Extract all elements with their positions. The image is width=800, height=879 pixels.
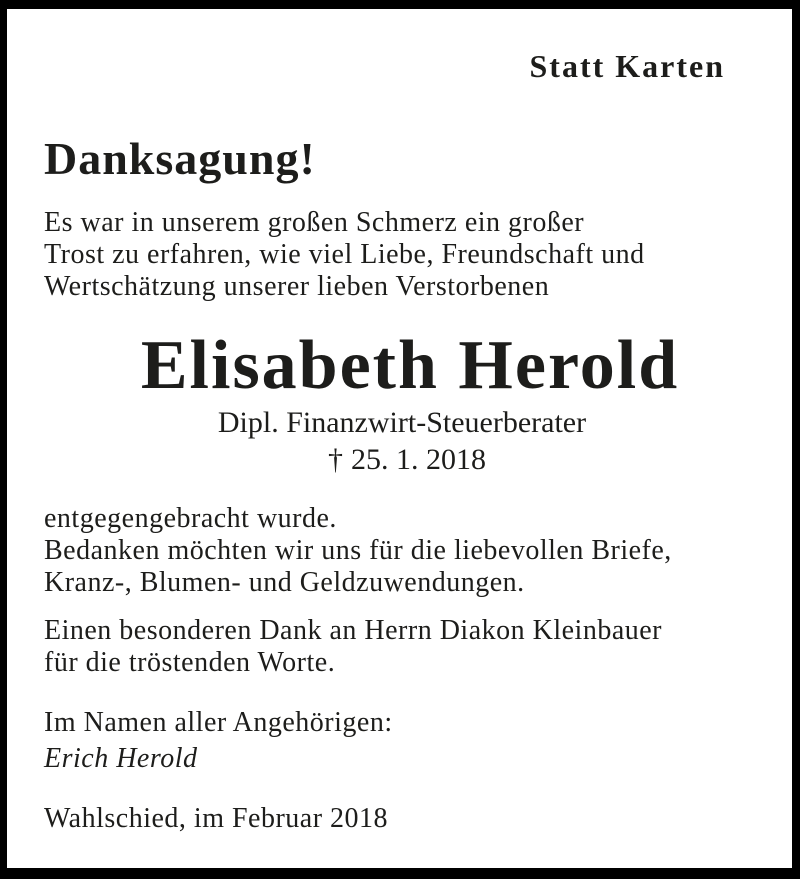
- acknowledgement-line: Bedanken möchten wir uns für die liebevollen Briefe,: [44, 535, 672, 566]
- notice-title: Danksagung!: [44, 133, 316, 184]
- deceased-name: Elisabeth Herold: [140, 327, 680, 404]
- death-date: [14, 445, 800, 475]
- death-date-text: 25. 1. 2018: [351, 443, 486, 476]
- special-thanks-line: für die tröstenden Worte.: [44, 647, 336, 678]
- acknowledgement-line: Kranz-, Blumen- und Geldzuwendungen.: [44, 567, 525, 598]
- in-name-of-line: Im Namen aller Angehörigen:: [44, 707, 393, 738]
- intro-line: Trost zu erfahren, wie viel Liebe, Freundschaft und: [44, 239, 645, 270]
- place-date-line: Wahlschied, im Februar 2018: [44, 803, 389, 834]
- acknowledgement-text: [44, 503, 672, 599]
- special-thanks-text: [44, 615, 662, 679]
- signature-name: Erich Herold: [44, 743, 198, 774]
- intro-text: [44, 207, 645, 303]
- intro-line: Es war in unserem großen Schmerz ein großer: [44, 207, 585, 238]
- intro-line: Wertschätzung unserer lieben Verstorbenen: [44, 271, 550, 302]
- statt-karten-label: Statt Karten: [529, 48, 725, 84]
- deceased-profession: Dipl. Finanzwirt-Steuerberater: [217, 406, 587, 439]
- acknowledgement-line: entgegengebracht wurde.: [44, 503, 337, 534]
- special-thanks-line: Einen besonderen Dank an Herrn Diakon Kleinbauer: [44, 615, 663, 646]
- dagger-cross-icon: †: [328, 443, 343, 476]
